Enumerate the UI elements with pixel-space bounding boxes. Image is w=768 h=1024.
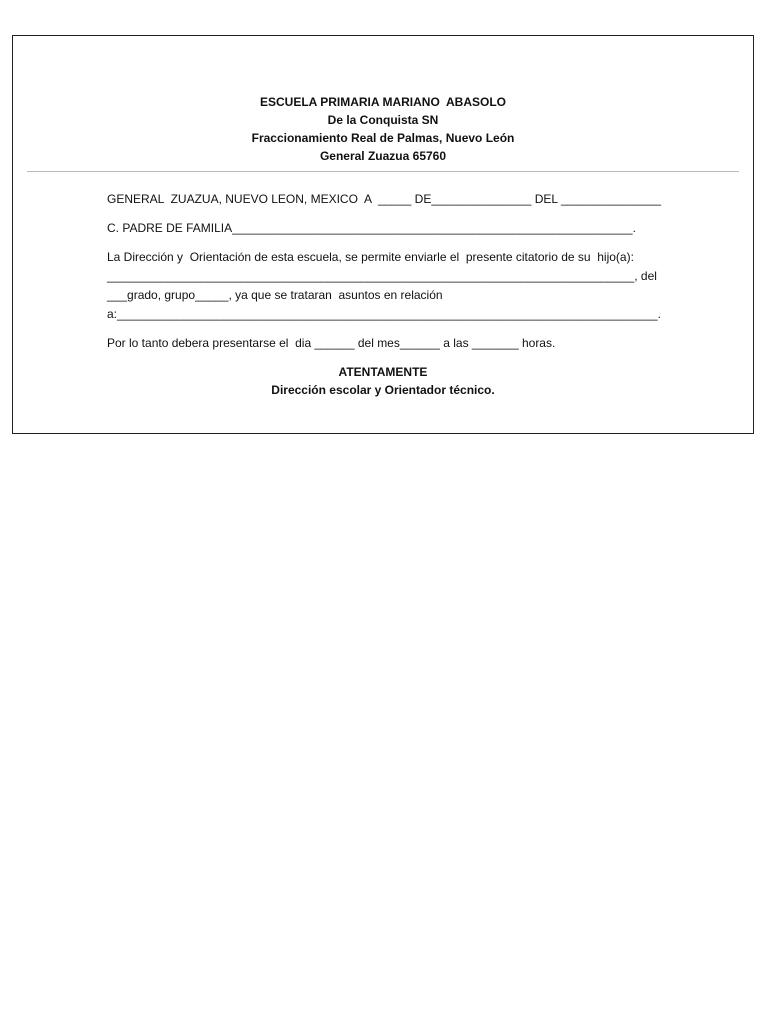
- school-name: ESCUELA PRIMARIA MARIANO ABASOLO: [260, 95, 506, 109]
- paragraph-line: _______________________________________________________________________________, del: [107, 269, 657, 283]
- paragraph-line: a:_________________________________________________________________________________.: [107, 307, 661, 321]
- school-neighborhood: Fraccionamiento Real de Palmas, Nuevo León: [251, 131, 515, 145]
- spacer: [107, 324, 667, 334]
- signature-text: Dirección escolar y Orientador técnico.: [271, 383, 495, 397]
- letter-body: [107, 190, 667, 353]
- regards-text: ATENTAMENTE: [338, 365, 428, 379]
- header-divider: [27, 171, 739, 172]
- paragraph-line: ___grado, grupo_____, ya que se trataran asuntos en relación: [107, 288, 443, 302]
- letterhead: [13, 93, 753, 165]
- citation-form: [12, 35, 754, 434]
- spacer: [107, 209, 667, 219]
- recipient-line: C. PADRE DE FAMILIA____________________________________________________________.: [107, 221, 636, 235]
- paragraph-line: La Dirección y Orientación de esta escuela, se permite enviarle el presente citatorio de su hijo(a):: [107, 250, 634, 264]
- appointment-line: Por lo tanto debera presentarse el dia ______ del mes______ a las _______ horas.: [107, 336, 556, 350]
- citation-paragraph: [107, 248, 667, 324]
- school-city: General Zuazua 65760: [319, 149, 447, 163]
- closing-block: [13, 363, 753, 399]
- school-street: De la Conquista SN: [327, 113, 439, 127]
- date-line: GENERAL ZUAZUA, NUEVO LEON, MEXICO A _____ DE_______________ DEL _______________: [107, 192, 662, 206]
- spacer: [107, 238, 667, 248]
